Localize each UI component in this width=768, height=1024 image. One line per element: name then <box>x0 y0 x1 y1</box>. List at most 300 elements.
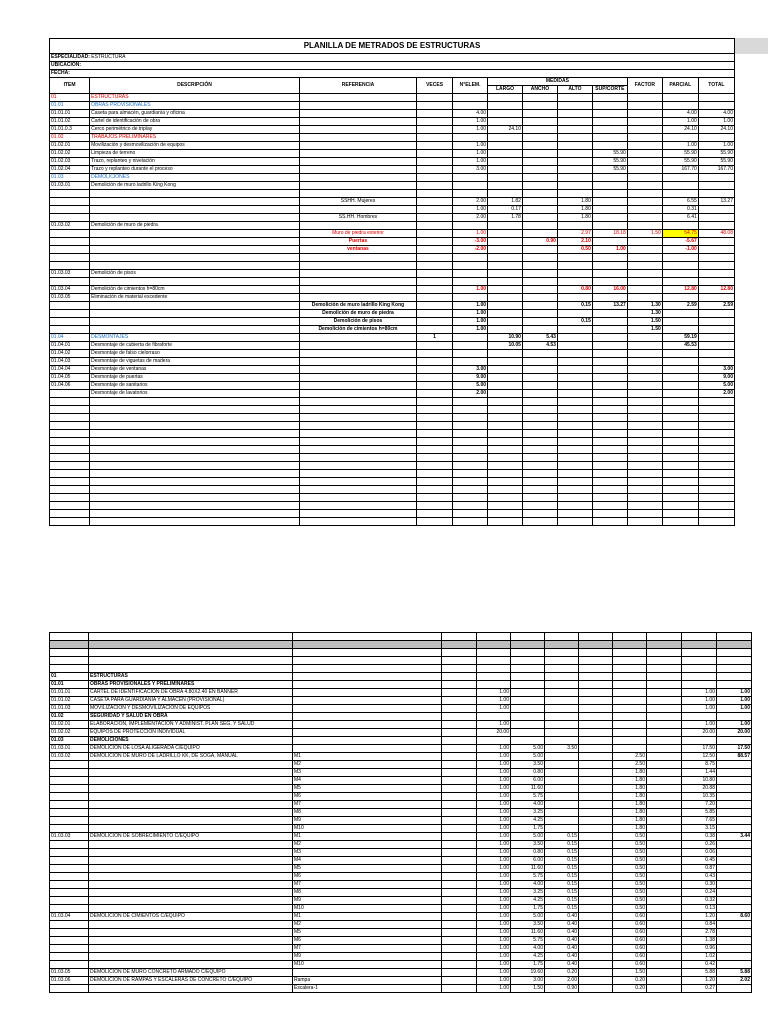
cell-parcial: 1.44 <box>682 769 717 777</box>
empty-cell <box>557 430 592 438</box>
empty-cell <box>545 633 579 641</box>
cell-veces <box>417 326 453 334</box>
empty-cell <box>417 518 453 526</box>
cell-v <box>442 761 477 769</box>
cell-total <box>717 889 752 897</box>
cell-desc <box>90 302 300 310</box>
cell-f <box>647 889 682 897</box>
cell-factor <box>627 294 662 302</box>
cell-item <box>50 238 90 246</box>
cell-desc: EQUIPOS DE PROTECCIÓN INDIVIDUAL <box>89 729 293 737</box>
cell-parcial <box>662 294 698 302</box>
cell-total: 12.80 <box>698 286 734 294</box>
cell-item <box>50 785 89 793</box>
cell-ref <box>299 342 416 350</box>
cell-n <box>477 737 511 745</box>
empty-cell <box>662 398 698 406</box>
empty-cell <box>592 470 627 478</box>
empty-cell <box>50 462 90 470</box>
cell-veces <box>417 214 453 222</box>
cell-parcial: 1.00 <box>682 705 717 713</box>
cell-ancho <box>522 118 557 126</box>
cell-total: 1.00 <box>717 697 752 705</box>
empty-cell <box>662 406 698 414</box>
cell-alto <box>557 166 592 174</box>
cell-ref: M1 <box>293 753 442 761</box>
cell-nelem <box>453 262 488 270</box>
cell-largo <box>488 358 523 366</box>
empty-cell <box>417 430 453 438</box>
cell-largo <box>488 230 523 238</box>
cell-ref <box>299 254 416 262</box>
cell-f <box>647 753 682 761</box>
cell-total <box>717 737 752 745</box>
cell-parcial: 1.20 <box>682 913 717 921</box>
cell-factor <box>627 166 662 174</box>
cell-desc <box>89 857 293 865</box>
cell-total <box>717 785 752 793</box>
empty-cell <box>50 633 89 641</box>
cell-parcial <box>662 94 698 102</box>
cell-item <box>50 865 89 873</box>
cell-item: 01.03 <box>50 737 89 745</box>
empty-cell <box>557 454 592 462</box>
empty-cell <box>488 502 523 510</box>
cell-nelem: 1.00 <box>453 310 488 318</box>
cell-parcial: 0.87 <box>682 865 717 873</box>
empty-row <box>50 502 735 510</box>
table-row <box>50 817 752 825</box>
cell-f <box>647 697 682 705</box>
cell-x <box>579 889 613 897</box>
cell-desc: CARTEL DE IDENTIFICACIÓN DE OBRA 4.80X2.40 EN BANNER <box>89 689 293 697</box>
cell-ref <box>293 729 442 737</box>
cell-parcial: 167.70 <box>662 166 698 174</box>
cell-factor: 1.30 <box>627 310 662 318</box>
cell-total <box>698 238 734 246</box>
cell-desc: TRABAJOS PRELIMINARES <box>90 134 300 142</box>
empty-cell <box>579 633 613 641</box>
cell-alto <box>557 374 592 382</box>
cell-total <box>717 817 752 825</box>
cell-total <box>717 769 752 777</box>
cell-largo: 0.17 <box>488 206 523 214</box>
cell-factor <box>627 134 662 142</box>
cell-a <box>545 817 579 825</box>
table-row <box>50 262 735 270</box>
table-row <box>50 937 752 945</box>
cell-ref <box>299 286 416 294</box>
empty-cell <box>579 665 613 673</box>
cell-total <box>717 953 752 961</box>
cell-item <box>50 318 90 326</box>
cell-h <box>613 729 647 737</box>
cell-ref: Demolición de cimientos h=80cm <box>299 326 416 334</box>
cell-ref <box>299 182 416 190</box>
empty-cell <box>50 657 89 665</box>
table-row <box>50 945 752 953</box>
header-referencia: REFERENCIA <box>299 78 416 94</box>
cell-parcial: -5.67 <box>662 238 698 246</box>
cell-item <box>50 310 90 318</box>
cell-total <box>717 897 752 905</box>
table-row <box>50 150 735 158</box>
cell-desc <box>90 278 300 286</box>
cell-largo <box>488 182 523 190</box>
cell-v <box>442 921 477 929</box>
cell-ancho <box>522 134 557 142</box>
cell-alto <box>557 270 592 278</box>
cell-factor <box>627 214 662 222</box>
cell-alto <box>557 94 592 102</box>
cell-n: 1.00 <box>477 865 511 873</box>
cell-factor <box>627 174 662 182</box>
cell-supcorte <box>592 382 627 390</box>
cell-parcial: 1.00 <box>662 118 698 126</box>
cell-v <box>442 673 477 681</box>
empty-cell <box>662 486 698 494</box>
cell-f <box>647 849 682 857</box>
empty-cell <box>453 446 488 454</box>
empty-cell <box>522 470 557 478</box>
cell-h: 0.60 <box>613 913 647 921</box>
cell-f <box>647 929 682 937</box>
empty-cell <box>488 478 523 486</box>
cell-v <box>442 801 477 809</box>
cell-supcorte: 55.90 <box>592 150 627 158</box>
cell-a: 0.40 <box>545 937 579 945</box>
cell-largo <box>488 310 523 318</box>
cell-h: 1.80 <box>613 777 647 785</box>
cell-ancho <box>522 262 557 270</box>
cell-f <box>647 985 682 993</box>
cell-supcorte <box>592 94 627 102</box>
table-row <box>50 190 735 198</box>
empty-cell <box>557 422 592 430</box>
cell-desc: Desmontaje de falso cielorraso <box>90 350 300 358</box>
empty-row <box>50 454 735 462</box>
cell-a <box>545 673 579 681</box>
cell-parcial: 45.53 <box>662 342 698 350</box>
empty-cell <box>592 398 627 406</box>
especialidad-row <box>50 54 735 62</box>
cell-supcorte <box>592 118 627 126</box>
cell-h: 1.50 <box>613 969 647 977</box>
cell-h: 0.60 <box>613 937 647 945</box>
cell-parcial: 10.80 <box>682 777 717 785</box>
cell-supcorte <box>592 294 627 302</box>
cell-total: 8.60 <box>717 913 752 921</box>
cell-parcial <box>662 254 698 262</box>
cell-l: 4.25 <box>511 953 545 961</box>
empty-cell <box>522 510 557 518</box>
cell-n: 1.00 <box>477 953 511 961</box>
cell-l: 6.00 <box>511 777 545 785</box>
empty-row <box>50 486 735 494</box>
cell-ref: M10 <box>293 825 442 833</box>
table-row <box>50 374 735 382</box>
cell-a: 0.40 <box>545 921 579 929</box>
empty-cell <box>613 657 647 665</box>
cell-nelem <box>453 350 488 358</box>
cell-n: 1.00 <box>477 921 511 929</box>
empty-cell <box>50 518 90 526</box>
cell-ref: Muro de piedra exterior <box>299 230 416 238</box>
empty-cell <box>488 462 523 470</box>
cell-largo: 1.78 <box>488 214 523 222</box>
cell-veces <box>417 254 453 262</box>
cell-factor <box>627 278 662 286</box>
empty-cell <box>417 462 453 470</box>
cell-alto <box>557 150 592 158</box>
cell-supcorte: 55.90 <box>592 158 627 166</box>
cell-n <box>477 681 511 689</box>
cell-ref <box>299 118 416 126</box>
empty-cell <box>299 486 416 494</box>
cell-supcorte <box>592 206 627 214</box>
cell-ref <box>293 673 442 681</box>
cell-ancho <box>522 326 557 334</box>
cell-item: 01.02.02 <box>50 150 90 158</box>
cell-total <box>717 985 752 993</box>
cell-ref: M9 <box>293 817 442 825</box>
cell-l: 0.80 <box>511 849 545 857</box>
table-row <box>50 366 735 374</box>
cell-nelem: 1.00 <box>453 118 488 126</box>
table-row <box>50 254 735 262</box>
empty-cell <box>557 518 592 526</box>
metrados-table-2 <box>49 632 752 993</box>
empty-cell <box>682 633 717 641</box>
empty-cell <box>579 641 613 649</box>
cell-alto: 1.80 <box>557 206 592 214</box>
cell-ancho <box>522 198 557 206</box>
cell-h <box>613 721 647 729</box>
cell-parcial <box>662 134 698 142</box>
cell-ref <box>293 737 442 745</box>
empty-cell <box>50 486 90 494</box>
cell-item: 01.03.04 <box>50 286 90 294</box>
empty-cell <box>592 430 627 438</box>
empty-cell <box>522 398 557 406</box>
cell-supcorte <box>592 390 627 398</box>
cell-largo <box>488 382 523 390</box>
empty-cell <box>488 446 523 454</box>
cell-total <box>717 905 752 913</box>
cell-total <box>698 254 734 262</box>
cell-a: 0.15 <box>545 833 579 841</box>
cell-veces <box>417 134 453 142</box>
empty-cell <box>647 649 682 657</box>
cell-item: 01.04.01 <box>50 342 90 350</box>
cell-h: 1.80 <box>613 785 647 793</box>
empty-cell <box>299 502 416 510</box>
cell-ref <box>293 681 442 689</box>
cell-ref <box>293 969 442 977</box>
cell-alto <box>557 134 592 142</box>
table-row <box>50 721 752 729</box>
cell-total <box>717 857 752 865</box>
cell-total: 24.10 <box>698 126 734 134</box>
cell-x <box>579 825 613 833</box>
empty-cell <box>442 641 477 649</box>
cell-parcial: 0.43 <box>682 873 717 881</box>
empty-cell <box>417 478 453 486</box>
cell-largo: 1.82 <box>488 198 523 206</box>
cell-desc: Demolición de cimientos h=80cm <box>90 286 300 294</box>
cell-factor <box>627 366 662 374</box>
empty-cell <box>50 446 90 454</box>
cell-veces <box>417 318 453 326</box>
table-row <box>50 881 752 889</box>
table-row <box>50 801 752 809</box>
cell-parcial <box>662 374 698 382</box>
cell-largo <box>488 142 523 150</box>
cell-ancho <box>522 270 557 278</box>
empty-cell <box>299 438 416 446</box>
cell-desc: MOVILIZACIÓN Y DESMOVILIZACIÓN DE EQUIPOS <box>89 705 293 713</box>
header-factor: FACTOR <box>627 78 662 94</box>
cell-parcial: 1.00 <box>682 721 717 729</box>
cell-a: 0.40 <box>545 929 579 937</box>
cell-n: 1.00 <box>477 833 511 841</box>
cell-supcorte <box>592 270 627 278</box>
cell-f <box>647 841 682 849</box>
cell-l: 5.75 <box>511 937 545 945</box>
cell-total: 5.88 <box>717 969 752 977</box>
table-row <box>50 110 735 118</box>
empty-cell <box>488 398 523 406</box>
cell-a <box>545 697 579 705</box>
cell-f <box>647 729 682 737</box>
empty-cell <box>488 470 523 478</box>
empty-cell <box>557 446 592 454</box>
empty-cell <box>511 657 545 665</box>
cell-desc <box>89 953 293 961</box>
empty-cell <box>627 446 662 454</box>
empty-cell <box>522 478 557 486</box>
cell-largo <box>488 262 523 270</box>
empty-cell <box>662 478 698 486</box>
cell-h: 1.80 <box>613 809 647 817</box>
empty-cell <box>682 665 717 673</box>
cell-supcorte <box>592 126 627 134</box>
empty-cell <box>453 430 488 438</box>
empty-cell <box>488 422 523 430</box>
cell-veces <box>417 390 453 398</box>
cell-desc <box>90 262 300 270</box>
empty-cell <box>442 657 477 665</box>
cell-desc: DEMOLICIÓN DE SOBRECIMIENTO C/EQUIPO <box>89 833 293 841</box>
cell-ancho: 0.90 <box>522 238 557 246</box>
cell-ancho <box>522 310 557 318</box>
cell-item <box>50 230 90 238</box>
header-item: ITEM <box>50 78 90 94</box>
cell-h: 0.50 <box>613 897 647 905</box>
cell-ref <box>299 390 416 398</box>
cell-item <box>50 793 89 801</box>
cell-ancho <box>522 318 557 326</box>
empty-cell <box>477 665 511 673</box>
cell-v <box>442 745 477 753</box>
cell-largo <box>488 294 523 302</box>
cell-supcorte: 16.00 <box>592 286 627 294</box>
cell-n: 1.00 <box>477 889 511 897</box>
cell-ancho <box>522 294 557 302</box>
cell-ancho <box>522 390 557 398</box>
cell-item <box>50 897 89 905</box>
cell-ref <box>299 158 416 166</box>
empty-cell <box>453 454 488 462</box>
cell-h: 1.80 <box>613 817 647 825</box>
cell-a: 0.15 <box>545 865 579 873</box>
cell-total <box>717 873 752 881</box>
cell-parcial: 0.27 <box>682 985 717 993</box>
cell-nelem: 1.00 <box>453 286 488 294</box>
cell-largo <box>488 190 523 198</box>
table-row <box>50 761 752 769</box>
cell-alto <box>557 326 592 334</box>
cell-parcial <box>662 390 698 398</box>
cell-x <box>579 905 613 913</box>
cell-l: 5.00 <box>511 745 545 753</box>
cell-parcial: 0.31 <box>662 206 698 214</box>
cell-veces <box>417 102 453 110</box>
empty-cell <box>557 478 592 486</box>
cell-a: 0.40 <box>545 961 579 969</box>
cell-largo <box>488 118 523 126</box>
cell-nelem: -2.00 <box>453 246 488 254</box>
cell-ref: M7 <box>293 881 442 889</box>
cell-item: 01.03.03 <box>50 270 90 278</box>
cell-a <box>545 753 579 761</box>
cell-parcial: 24.10 <box>662 126 698 134</box>
cell-desc <box>89 865 293 873</box>
cell-l <box>511 713 545 721</box>
cell-ref <box>299 350 416 358</box>
empty-cell <box>488 518 523 526</box>
empty-row <box>50 478 735 486</box>
cell-desc <box>90 310 300 318</box>
cell-n: 1.00 <box>477 849 511 857</box>
cell-veces <box>417 374 453 382</box>
empty-cell <box>453 470 488 478</box>
cell-n: 1.00 <box>477 769 511 777</box>
table-row <box>50 350 735 358</box>
cell-alto: 0.80 <box>557 286 592 294</box>
cell-parcial <box>662 102 698 110</box>
cell-total <box>717 937 752 945</box>
cell-factor: 1.50 <box>627 230 662 238</box>
cell-h <box>613 681 647 689</box>
cell-nelem: 3.00 <box>453 166 488 174</box>
cell-ref: M8 <box>293 889 442 897</box>
table-row <box>50 809 752 817</box>
cell-f <box>647 705 682 713</box>
cell-ref: SS.HH. Hombres <box>299 214 416 222</box>
cell-factor <box>627 246 662 254</box>
cell-parcial: 1.00 <box>682 689 717 697</box>
cell-supcorte <box>592 110 627 118</box>
cell-parcial: 12.80 <box>662 286 698 294</box>
empty-cell <box>50 494 90 502</box>
empty-cell <box>299 414 416 422</box>
empty-cell <box>698 414 734 422</box>
cell-ancho <box>522 302 557 310</box>
table-row <box>50 158 735 166</box>
empty-cell <box>592 414 627 422</box>
empty-cell <box>717 649 752 657</box>
